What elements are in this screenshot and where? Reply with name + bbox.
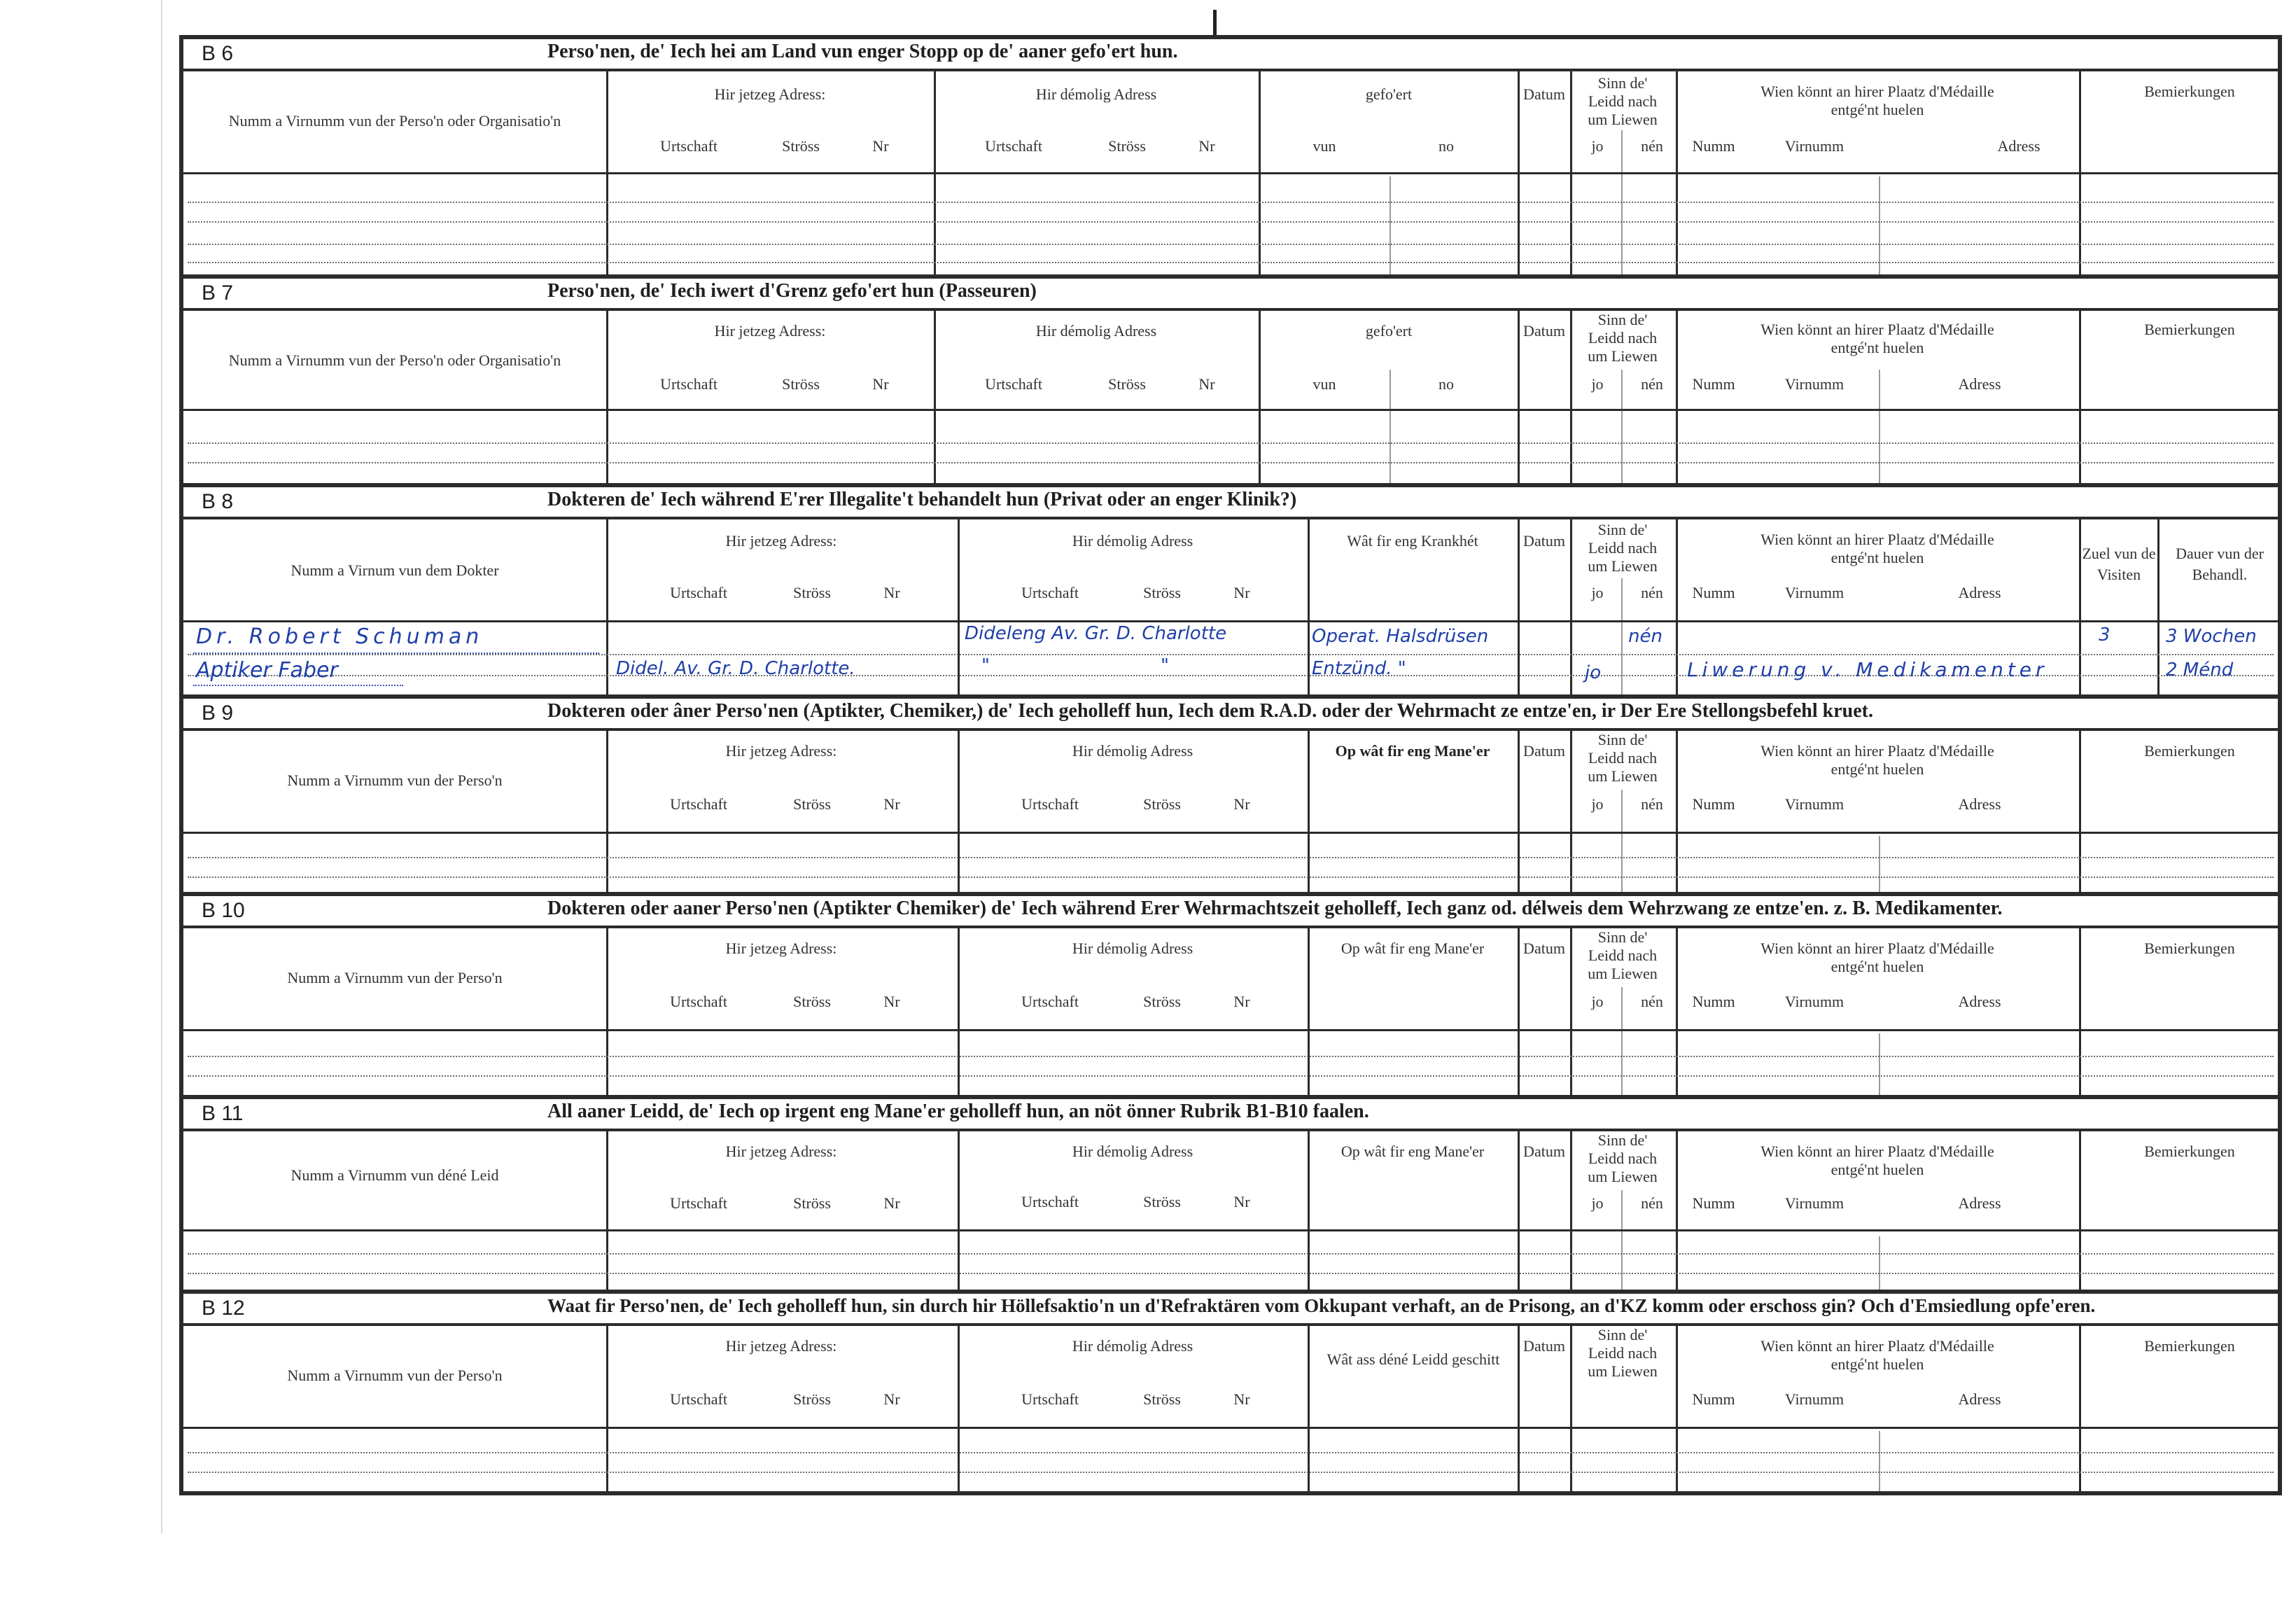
addr-place-label: Urtschaft <box>1021 584 1079 601</box>
section-title: Perso'nen, de' Iech hei am Land vun enger Stopp op de' aaner gefo'ert hun. <box>547 41 1178 62</box>
addr-place-label: Urtschaft <box>670 993 727 1010</box>
handwritten-pharmacist-name: Aptiker Faber <box>196 658 338 683</box>
alive-no-label: nén <box>1641 584 1663 601</box>
addr-nr-label: Nr <box>1198 137 1215 155</box>
addr-street-label: Ströss <box>793 1194 831 1212</box>
handwritten-doctor-name: Dr. Robert Schuman <box>196 624 484 649</box>
fold-mark <box>1213 10 1217 35</box>
medal-label-2: entgé'nt huelen <box>1830 1161 1924 1178</box>
handwritten-ditto-mark: " <box>1161 655 1169 676</box>
alive-label-2: Leidd nach <box>1588 539 1658 557</box>
section-title: Dokteren oder aaner Perso'nen (Aptikter Chemiker) de' Iech während Erer Wehrmachtszeit geholleff, Iech ganz od. délweis dem Wehrzwang ze entze'en. z. B. Medikamenter. <box>547 898 2003 919</box>
col-current-address-label: Hir jetzeg Adress: <box>725 532 837 550</box>
alive-label-2: Leidd nach <box>1588 92 1658 110</box>
addr-nr-label: Nr <box>1233 795 1250 813</box>
handwritten-current-address: Didel. Av. Gr. D. Charlotte. <box>616 658 855 679</box>
col-former-address-label: Hir démolig Adress <box>1072 1143 1194 1160</box>
driven-to-label: no <box>1438 375 1454 393</box>
addr-nr-label: Nr <box>872 137 889 155</box>
medal-label-1: Wien könnt an hirer Plaatz d'Médaille <box>1760 940 1994 957</box>
col-person-label: Numm a Virnumm vun der Perso'n oder Organisatio'n <box>228 351 561 369</box>
col-remarks-label: Bemierkungen <box>2144 940 2235 957</box>
addr-place-label: Urtschaft <box>670 1390 727 1408</box>
alive-label-3: um Liewen <box>1588 965 1658 982</box>
alive-label-3: um Liewen <box>1588 111 1658 128</box>
alive-label-3: um Liewen <box>1588 557 1658 575</box>
alive-label-2: Leidd nach <box>1588 749 1658 767</box>
section-title: Perso'nen, de' Iech iwert d'Grenz gefo'ert hun (Passeuren) <box>547 280 1037 302</box>
col-current-address-label: Hir jetzeg Adress: <box>725 742 837 760</box>
section-header <box>183 279 2278 311</box>
medal-label-2: entgé'nt huelen <box>1830 101 1924 118</box>
addr-place-label: Urtschaft <box>1021 795 1079 813</box>
medal-label-2: entgé'nt huelen <box>1830 339 1924 356</box>
col-current-address-label: Hir jetzeg Adress: <box>725 1143 837 1160</box>
handwritten-duration: 3 Wochen <box>2166 626 2257 647</box>
section-title: Dokteren de' Iech während E'rer Illegalite't behandelt hun (Privat oder an enger Klinik?) <box>547 489 1297 510</box>
alive-yes-label: jo <box>1591 375 1604 393</box>
addr-place-label: Urtschaft <box>985 137 1042 155</box>
alive-label-1: Sinn de' <box>1597 1326 1648 1343</box>
medal-first-label: Virnumm <box>1784 993 1844 1010</box>
section-header <box>183 1294 2278 1326</box>
col-date-label: Datum <box>1523 532 1565 550</box>
medal-label-2: entgé'nt huelen <box>1830 549 1924 566</box>
col-former-address-label: Hir démolig Adress <box>1072 940 1194 957</box>
col-former-address-label: Hir démolig Adress <box>1035 322 1157 340</box>
medal-name-label: Numm <box>1692 584 1735 601</box>
medal-name-label: Numm <box>1692 375 1735 393</box>
handwritten-illness: Operat. Halsdrüsen <box>1312 626 1489 647</box>
section-title: Waat fir Perso'nen, de' Iech geholleff hun, sin durch hir Höllefsaktio'n un d'Refraktären vom Okkupant verhaft, an de Prisong, an d'KZ komm oder erschoss gin? Och d'Emsiedlung opfe'eren. <box>547 1295 2096 1316</box>
col-current-address-label: Hir jetzeg Adress: <box>714 85 826 103</box>
col-person-label: Numm a Virnumm vun der Perso'n oder Organisatio'n <box>228 112 561 130</box>
section-header <box>183 896 2278 928</box>
alive-yes-label: jo <box>1591 1194 1604 1212</box>
alive-label-1: Sinn de' <box>1597 311 1648 328</box>
addr-street-label: Ströss <box>793 795 831 813</box>
medal-first-label: Virnumm <box>1784 584 1844 601</box>
medal-first-label: Virnumm <box>1784 795 1844 813</box>
section-header <box>183 487 2278 519</box>
col-doctor-label: Numm a Virnum vun dem Dokter <box>290 561 499 579</box>
medal-first-label: Virnumm <box>1784 137 1844 155</box>
medal-first-label: Virnumm <box>1784 375 1844 393</box>
addr-nr-label: Nr <box>883 1390 900 1408</box>
driven-from-label: vun <box>1312 375 1336 393</box>
alive-label-3: um Liewen <box>1588 1168 1658 1185</box>
addr-nr-label: Nr <box>872 375 889 393</box>
col-remarks-label: Bemierkungen <box>2144 83 2235 100</box>
col-person-label: Numm a Virnumm vun der Perso'n <box>287 969 503 986</box>
section-code: B 6 <box>202 42 234 65</box>
medal-first-label: Virnumm <box>1784 1194 1844 1212</box>
addr-place-label: Urtschaft <box>1021 993 1079 1010</box>
col-manner-label: Op wât fir eng Mane'er <box>1340 1143 1485 1160</box>
col-former-address-label: Hir démolig Adress <box>1072 742 1194 760</box>
medal-label-1: Wien könnt an hirer Plaatz d'Médaille <box>1760 83 1994 100</box>
col-date-label: Datum <box>1523 742 1565 760</box>
section-header <box>183 699 2278 731</box>
addr-place-label: Urtschaft <box>660 375 718 393</box>
col-driven-label: gefo'ert <box>1365 85 1413 103</box>
medal-label-1: Wien könnt an hirer Plaatz d'Médaille <box>1760 1143 1994 1160</box>
alive-no-label: nén <box>1641 993 1663 1010</box>
addr-nr-label: Nr <box>1233 1390 1250 1408</box>
addr-street-label: Ströss <box>782 375 820 393</box>
addr-nr-label: Nr <box>1233 584 1250 601</box>
handwritten-illness-2: Entzünd. " <box>1312 658 1406 679</box>
col-current-address-label: Hir jetzeg Adress: <box>725 940 837 957</box>
alive-label-1: Sinn de' <box>1597 521 1648 538</box>
medal-address-label: Adress <box>1958 993 2001 1010</box>
addr-place-label: Urtschaft <box>670 795 727 813</box>
section-b6 <box>183 39 2278 274</box>
addr-street-label: Ströss <box>1108 375 1146 393</box>
medal-label-1: Wien könnt an hirer Plaatz d'Médaille <box>1760 1337 1994 1355</box>
addr-street-label: Ströss <box>1143 993 1181 1010</box>
col-illness-label: Wât fir eng Krankhét <box>1347 532 1478 550</box>
paper-edge <box>161 0 162 1533</box>
section-b12 <box>183 1294 2278 1491</box>
col-former-address-label: Hir démolig Adress <box>1035 85 1157 103</box>
alive-label-1: Sinn de' <box>1597 1131 1648 1149</box>
medal-name-label: Numm <box>1692 1390 1735 1408</box>
col-remarks-label: Bemierkungen <box>2144 742 2235 760</box>
medal-label-1: Wien könnt an hirer Plaatz d'Médaille <box>1760 742 1994 760</box>
medal-address-label: Adress <box>1997 137 2040 155</box>
addr-street-label: Ströss <box>782 137 820 155</box>
medal-address-label: Adress <box>1958 795 2001 813</box>
col-date-label: Datum <box>1523 1143 1565 1160</box>
handwritten-ditto-mark: " <box>981 655 990 676</box>
addr-nr-label: Nr <box>1233 1193 1250 1210</box>
medal-first-label: Virnumm <box>1784 1390 1844 1408</box>
addr-nr-label: Nr <box>883 1194 900 1212</box>
col-visits-label: Zuel vun de Visiten <box>2082 545 2156 583</box>
handwritten-medal-note: Liwerung v. Medikamenter <box>1687 658 2048 681</box>
driven-to-label: no <box>1438 137 1454 155</box>
addr-street-label: Ströss <box>1108 137 1146 155</box>
alive-label-1: Sinn de' <box>1597 74 1648 92</box>
addr-place-label: Urtschaft <box>1021 1390 1079 1408</box>
col-what-happened-label: Wât ass déné Leidd geschitt <box>1326 1350 1500 1368</box>
col-date-label: Datum <box>1523 85 1565 103</box>
addr-nr-label: Nr <box>1233 993 1250 1010</box>
addr-nr-label: Nr <box>883 795 900 813</box>
alive-label-3: um Liewen <box>1588 767 1658 785</box>
handwritten-alive: nén <box>1628 626 1662 647</box>
addr-street-label: Ströss <box>793 584 831 601</box>
section-code: B 9 <box>202 701 234 725</box>
col-duration-label: Dauer vun der Behandl. <box>2176 545 2264 583</box>
handwritten-former-address: Dideleng Av. Gr. D. Charlotte <box>965 623 1227 644</box>
section-b10 <box>183 896 2278 1095</box>
section-code: B 11 <box>202 1102 244 1125</box>
section-header <box>183 39 2278 71</box>
col-manner-label: Op wât fir eng Mane'er <box>1340 940 1485 957</box>
alive-no-label: nén <box>1641 137 1663 155</box>
medal-address-label: Adress <box>1958 1390 2001 1408</box>
col-remarks-label: Bemierkungen <box>2144 1337 2235 1355</box>
col-date-label: Datum <box>1523 940 1565 957</box>
col-remarks-label: Bemierkungen <box>2144 321 2235 338</box>
addr-street-label: Ströss <box>1143 795 1181 813</box>
medal-name-label: Numm <box>1692 795 1735 813</box>
section-header <box>183 1099 2278 1131</box>
addr-street-label: Ströss <box>1143 1193 1181 1210</box>
section-b9 <box>183 699 2278 892</box>
medal-address-label: Adress <box>1958 1194 2001 1212</box>
medal-name-label: Numm <box>1692 993 1735 1010</box>
medal-name-label: Numm <box>1692 1194 1735 1212</box>
section-code: B 10 <box>202 899 245 922</box>
handwritten-visits: 3 <box>2099 624 2110 645</box>
section-title: All aaner Leidd, de' Iech op irgent eng Mane'er geholleff hun, an nöt önner Rubrik B1-B10 faalen. <box>547 1101 1369 1122</box>
alive-no-label: nén <box>1641 795 1663 813</box>
col-former-address-label: Hir démolig Adress <box>1072 1337 1194 1355</box>
addr-nr-label: Nr <box>883 993 900 1010</box>
alive-label-1: Sinn de' <box>1597 731 1648 748</box>
addr-place-label: Urtschaft <box>670 1194 727 1212</box>
col-remarks-label: Bemierkungen <box>2144 1143 2235 1160</box>
alive-yes-label: jo <box>1591 993 1604 1010</box>
alive-label-2: Leidd nach <box>1588 1344 1658 1362</box>
col-person-label: Numm a Virnumm vun déné Leid <box>290 1166 499 1184</box>
medal-label-1: Wien könnt an hirer Plaatz d'Médaille <box>1760 531 1994 548</box>
addr-nr-label: Nr <box>1198 375 1215 393</box>
alive-yes-label: jo <box>1591 137 1604 155</box>
col-driven-label: gefo'ert <box>1365 322 1413 340</box>
handwritten-duration-2: 2 Ménd <box>2166 659 2234 680</box>
medal-label-1: Wien könnt an hirer Plaatz d'Médaille <box>1760 321 1994 338</box>
medal-label-2: entgé'nt huelen <box>1830 760 1924 778</box>
driven-from-label: vun <box>1312 137 1336 155</box>
section-b11 <box>183 1099 2278 1290</box>
alive-label-1: Sinn de' <box>1597 928 1648 946</box>
addr-street-label: Ströss <box>1143 584 1181 601</box>
alive-yes-label: jo <box>1591 584 1604 601</box>
medal-name-label: Numm <box>1692 137 1735 155</box>
section-b8 <box>183 487 2278 694</box>
alive-no-label: nén <box>1641 375 1663 393</box>
alive-yes-label: jo <box>1591 795 1604 813</box>
addr-place-label: Urtschaft <box>1021 1193 1079 1210</box>
medal-label-2: entgé'nt huelen <box>1830 958 1924 975</box>
addr-nr-label: Nr <box>883 584 900 601</box>
alive-label-2: Leidd nach <box>1588 329 1658 347</box>
col-date-label: Datum <box>1523 1337 1565 1355</box>
addr-street-label: Ströss <box>1143 1390 1181 1408</box>
handwritten-alive-2: jo <box>1585 662 1602 683</box>
col-former-address-label: Hir démolig Adress <box>1072 532 1194 550</box>
addr-place-label: Urtschaft <box>985 375 1042 393</box>
alive-label-2: Leidd nach <box>1588 947 1658 964</box>
medal-address-label: Adress <box>1958 584 2001 601</box>
alive-label-3: um Liewen <box>1588 1362 1658 1380</box>
alive-label-3: um Liewen <box>1588 347 1658 365</box>
addr-street-label: Ströss <box>793 993 831 1010</box>
col-current-address-label: Hir jetzeg Adress: <box>714 322 826 340</box>
col-person-label: Numm a Virnumm vun der Perso'n <box>287 1367 503 1384</box>
alive-label-2: Leidd nach <box>1588 1150 1658 1167</box>
addr-place-label: Urtschaft <box>660 137 718 155</box>
col-person-label: Numm a Virnumm vun der Perso'n <box>287 771 503 789</box>
alive-no-label: nén <box>1641 1194 1663 1212</box>
medal-address-label: Adress <box>1958 375 2001 393</box>
section-code: B 8 <box>202 490 234 513</box>
section-title: Dokteren oder âner Perso'nen (Aptikter, Chemiker,) de' Iech geholleff hun, Iech dem R.A.D. oder der Wehrmacht ze entze'en, ir Der Ere Stellongsbefehl kruet. <box>547 700 1873 722</box>
col-current-address-label: Hir jetzeg Adress: <box>725 1337 837 1355</box>
col-date-label: Datum <box>1523 322 1565 340</box>
section-code: B 12 <box>202 1297 245 1320</box>
addr-street-label: Ströss <box>793 1390 831 1408</box>
section-b7 <box>183 279 2278 483</box>
addr-place-label: Urtschaft <box>670 584 727 601</box>
col-manner-label: Op wât fir eng Mane'er <box>1335 742 1490 760</box>
section-code: B 7 <box>202 281 234 305</box>
medal-label-2: entgé'nt huelen <box>1830 1355 1924 1373</box>
